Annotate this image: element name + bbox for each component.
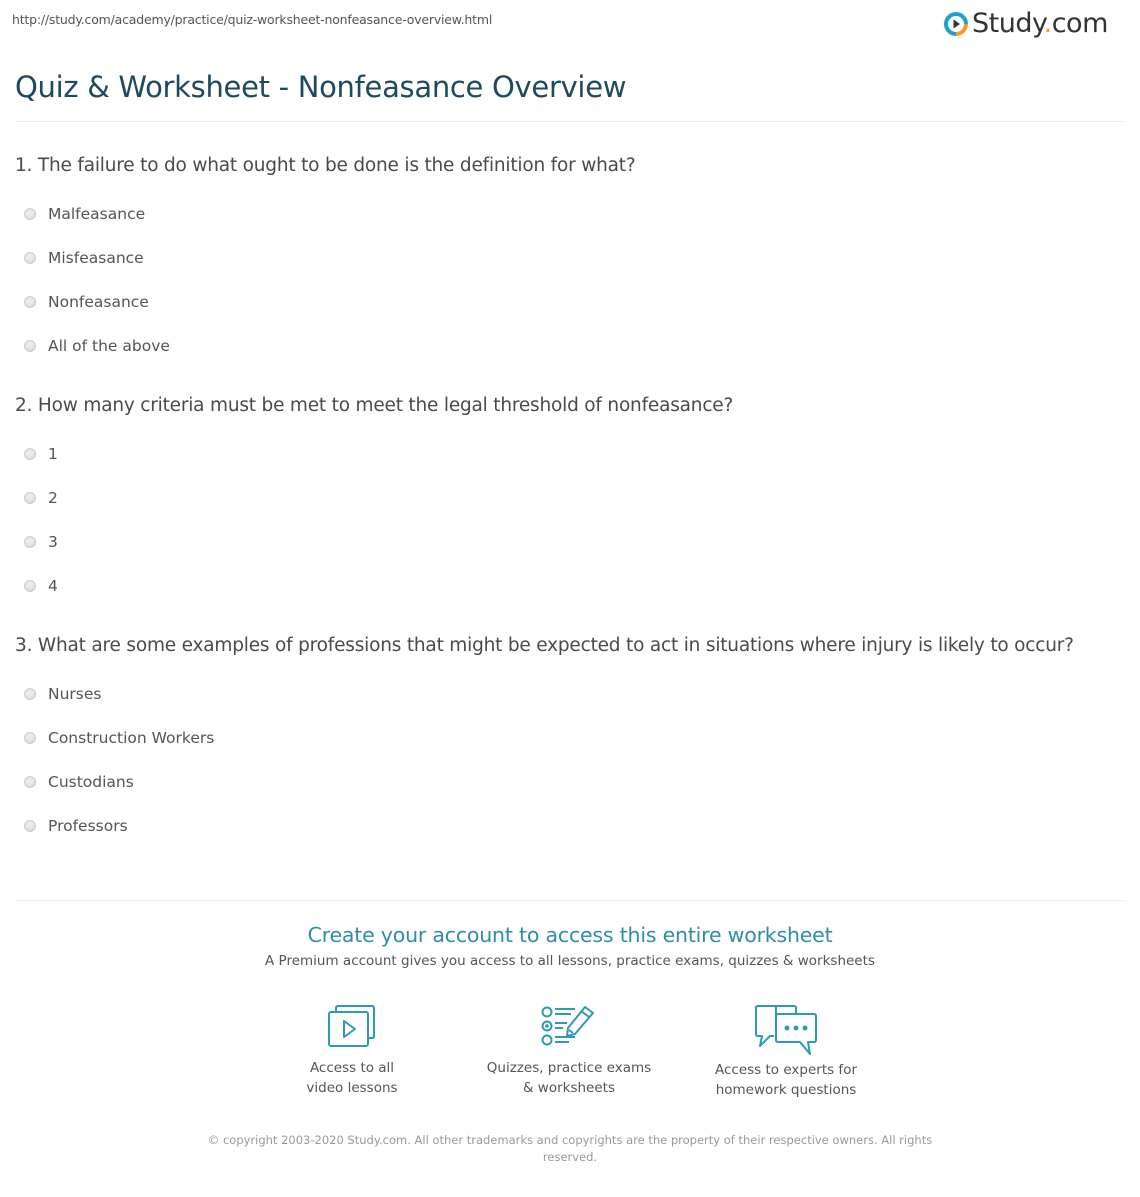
feature-label-line2: video lessons [306,1080,398,1096]
divider [15,900,1125,901]
answer-option[interactable] [15,192,1110,236]
feature-quizzes [469,1004,669,1098]
option-label: 1 [48,445,58,463]
video-lessons-icon [326,1004,378,1048]
option-label: 3 [48,533,58,551]
radio-button[interactable] [24,776,36,788]
answer-options [15,432,1110,608]
option-label: 4 [48,577,58,595]
play-circle-icon [944,12,968,36]
option-label: All of the above [48,337,170,355]
feature-label-line1: Access to all [309,1060,395,1076]
radio-button[interactable] [24,536,36,548]
option-label: Construction Workers [48,729,215,747]
radio-button[interactable] [24,296,36,308]
study-com-logo[interactable] [944,8,1108,40]
feature-label-line2: homework questions [715,1082,857,1098]
chat-experts-icon [754,1004,818,1056]
answer-option[interactable] [15,324,1110,368]
radio-button[interactable] [24,688,36,700]
answer-option[interactable] [15,432,1110,476]
answer-options [15,192,1110,368]
page-url: http://study.com/academy/practice/quiz-worksheet-nonfeasance-overview.html [12,12,493,27]
option-label: Malfeasance [48,205,146,223]
radio-button[interactable] [24,492,36,504]
divider [15,121,1125,122]
question-1 [15,152,1110,368]
radio-button[interactable] [24,820,36,832]
answer-option[interactable] [15,564,1110,608]
answer-option[interactable] [15,716,1110,760]
question-text: 2. How many criteria must be met to meet the legal threshold of nonfeasance? [15,395,734,416]
answer-option[interactable] [15,236,1110,280]
cta-subtitle: A Premium account gives you access to all lessons, practice exams, quizzes & worksheets [265,953,875,969]
radio-button[interactable] [24,732,36,744]
radio-button[interactable] [24,252,36,264]
answer-option[interactable] [15,280,1110,324]
answer-option[interactable] [15,760,1110,804]
radio-button[interactable] [24,448,36,460]
answer-option[interactable] [15,672,1110,716]
radio-button[interactable] [24,340,36,352]
cta-title[interactable]: Create your account to access this entire worksheet [307,923,833,947]
copyright-footer: © copyright 2003-2020 Study.com. All other trademarks and copyrights are the property of their respective owners. All rights reserved. [207,1133,933,1164]
answer-option[interactable] [15,520,1110,564]
feature-label-line2: & worksheets [522,1080,615,1096]
answer-options [15,672,1110,848]
feature-label-line1: Access to experts for [714,1062,857,1078]
option-label: Nurses [48,685,102,703]
question-3 [15,632,1110,848]
feature-label-line1: Quizzes, practice exams [486,1060,652,1076]
answer-option[interactable] [15,804,1110,848]
logo-text: Study.com [972,8,1108,39]
feature-experts [686,1004,886,1100]
question-2 [15,392,1110,608]
answer-option[interactable] [15,476,1110,520]
question-text: 1. The failure to do what ought to be done is the definition for what? [15,155,636,176]
option-label: Professors [48,817,128,835]
quiz-checklist-icon [541,1004,597,1048]
option-label: Nonfeasance [48,293,149,311]
option-label: 2 [48,489,58,507]
question-text: 3. What are some examples of professions that might be expected to act in situations where injury is likely to occur? [15,635,1074,656]
radio-button[interactable] [24,580,36,592]
option-label: Custodians [48,773,134,791]
radio-button[interactable] [24,208,36,220]
feature-video-lessons [252,1004,452,1098]
option-label: Misfeasance [48,249,144,267]
page-title: Quiz & Worksheet - Nonfeasance Overview [15,70,627,104]
